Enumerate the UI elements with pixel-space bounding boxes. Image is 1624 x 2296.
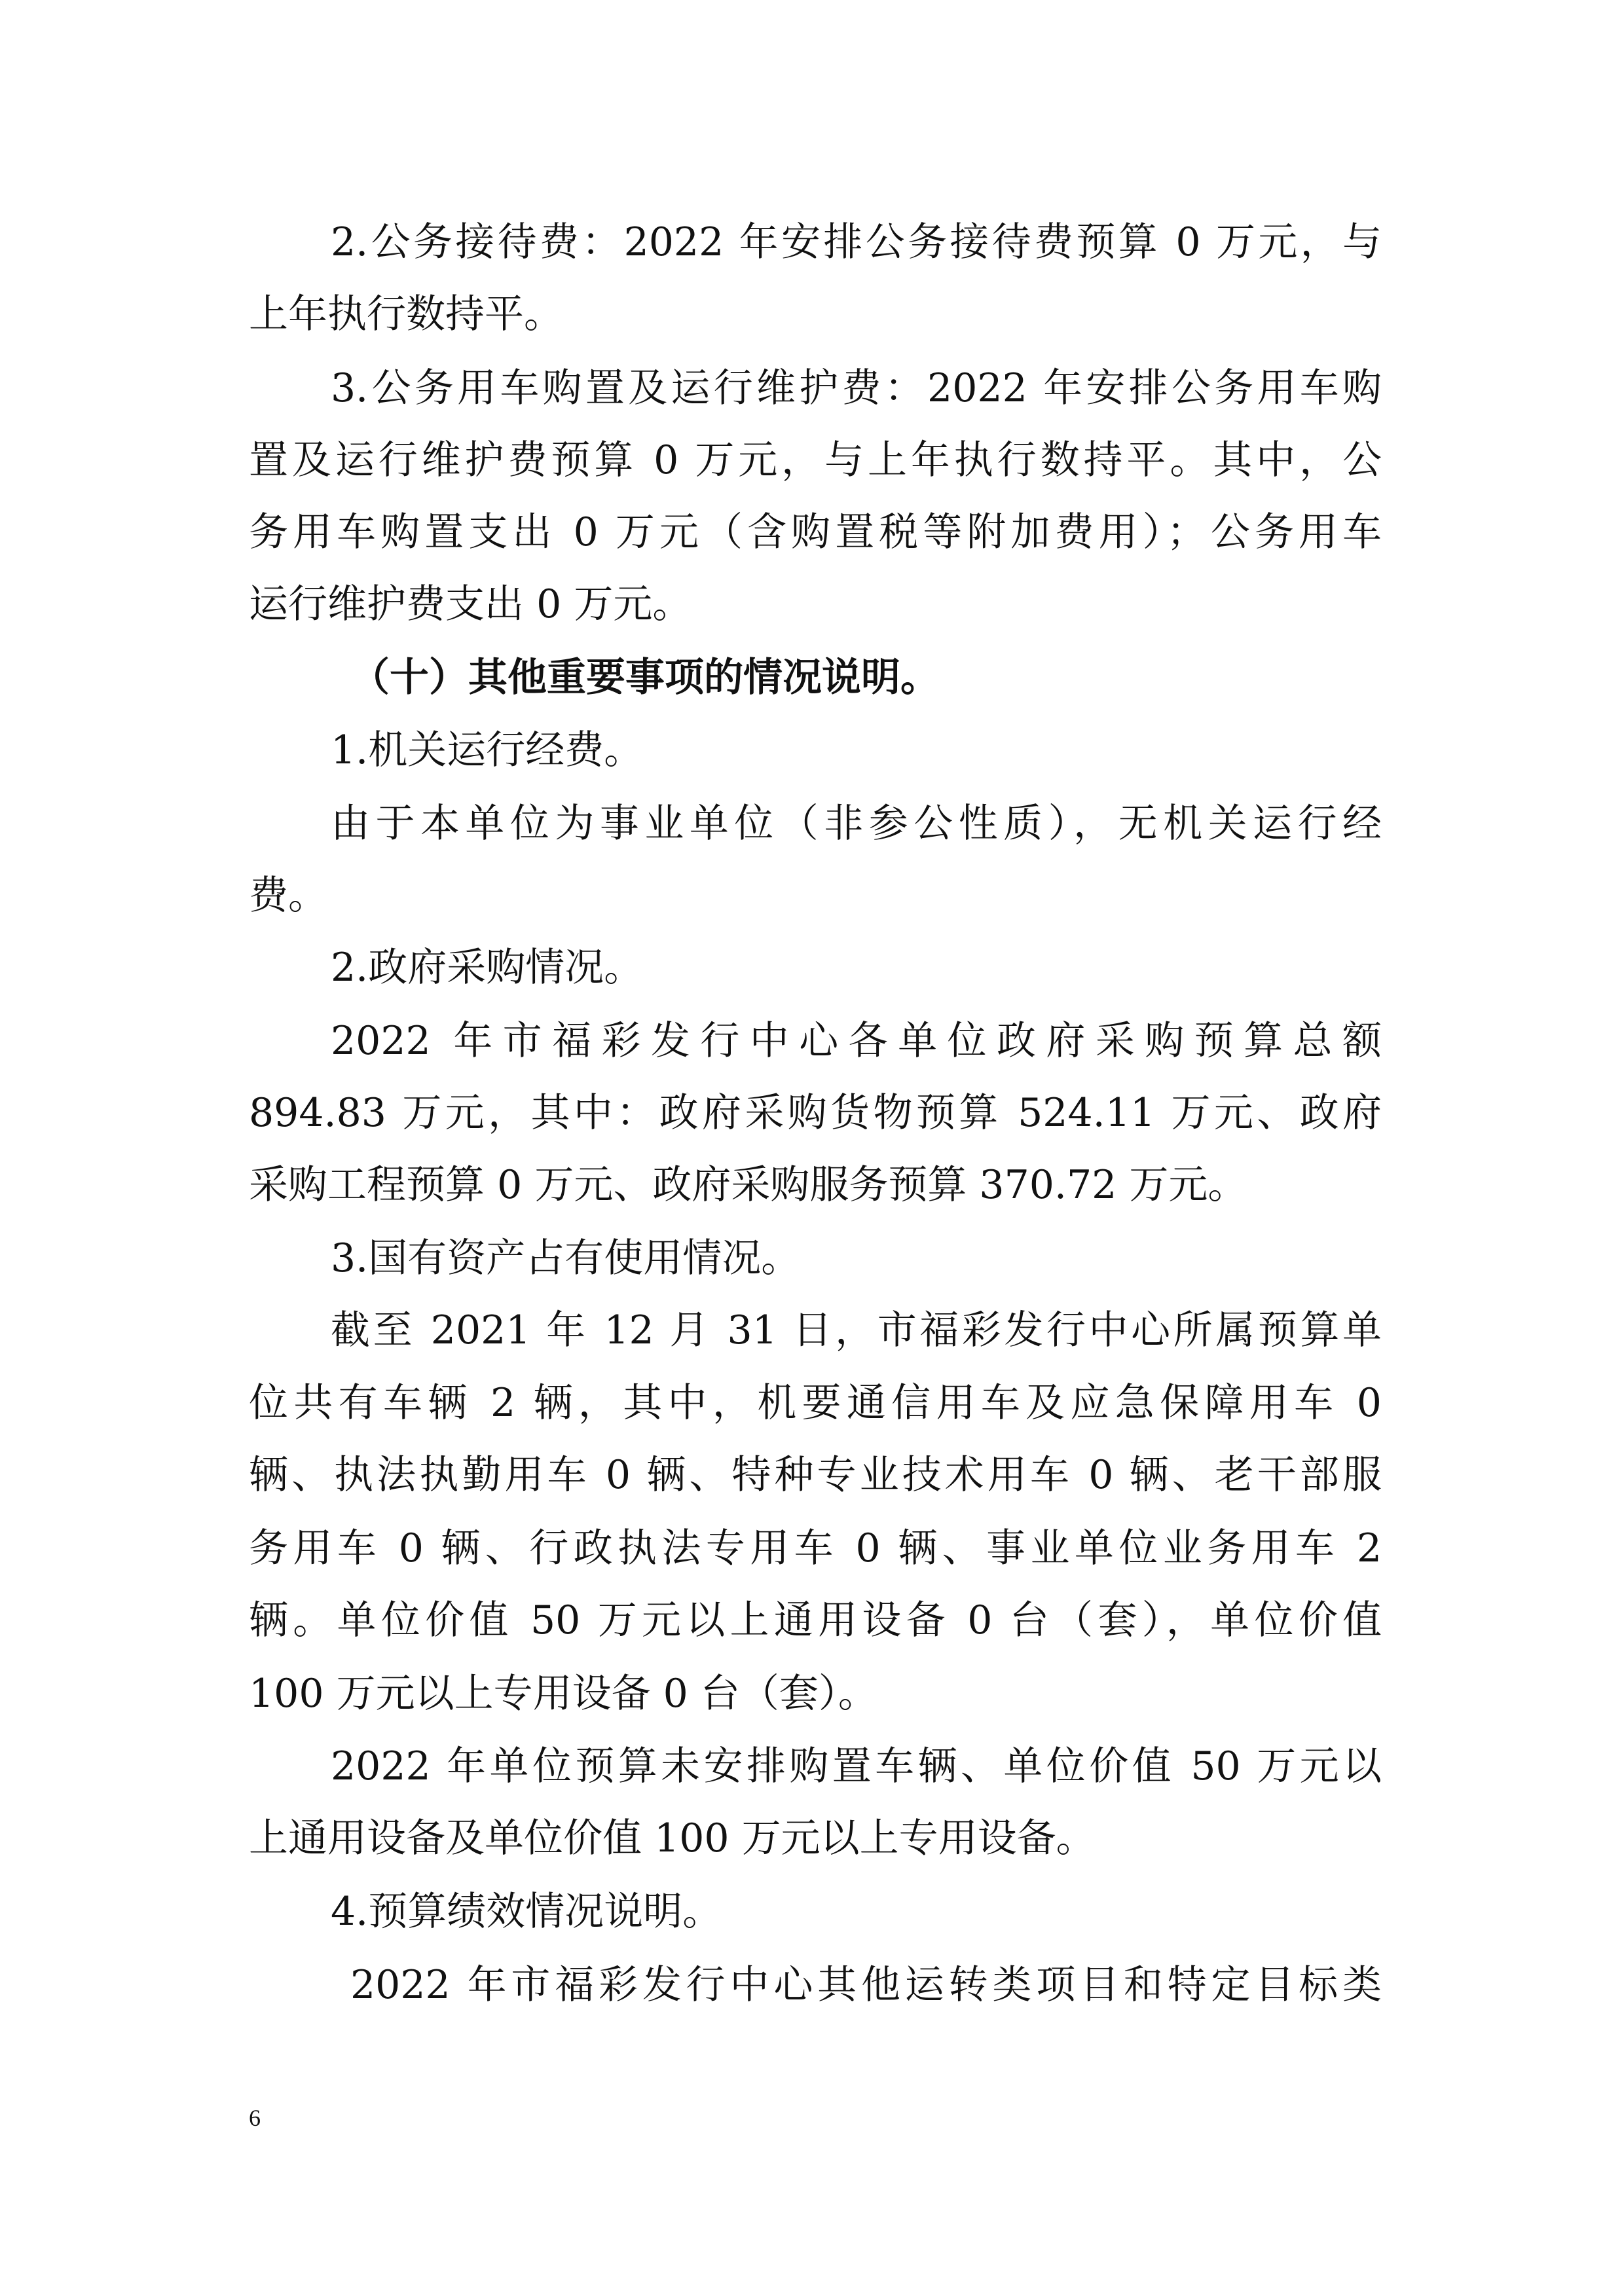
paragraph-vehicle-fee-line-3: 务用车购置支出 0 万元（含购置税等附加费用）；公务用车 — [249, 509, 1382, 555]
paragraph-assets-line-1: 截至 2021 年 12 月 31 日，市福彩发行中心所属预算单 — [331, 1307, 1382, 1353]
paragraph-hospitality-fee-line-1: 2.公务接待费：2022 年安排公务接待费预算 0 万元，与 — [331, 219, 1382, 265]
subheading-government-procurement: 2.政府采购情况。 — [331, 945, 644, 991]
subheading-performance: 4.预算绩效情况说明。 — [331, 1889, 722, 1935]
paragraph-purchase-plan-line-2: 上通用设备及单位价值 100 万元以上专用设备。 — [249, 1815, 1096, 1861]
paragraph-vehicle-fee-line-4: 运行维护费支出 0 万元。 — [249, 581, 692, 627]
paragraph-performance-line-1: 2022 年市福彩发行中心其他运转类项目和特定目标类 — [350, 1962, 1382, 2008]
subheading-operating-expenses: 1.机关运行经费。 — [331, 727, 644, 773]
paragraph-assets-line-2: 位共有车辆 2 辆，其中，机要通信用车及应急保障用车 0 — [249, 1380, 1382, 1426]
paragraph-assets-line-3: 辆、执法执勤用车 0 辆、特种专业技术用车 0 辆、老干部服 — [249, 1452, 1382, 1498]
section-heading-other-matters: （十）其他重要事项的情况说明。 — [350, 655, 940, 701]
paragraph-assets-line-6: 100 万元以上专用设备 0 台（套）。 — [249, 1671, 877, 1717]
paragraph-assets-line-4: 务用车 0 辆、行政执法专用车 0 辆、事业单位业务用车 2 — [249, 1525, 1382, 1571]
paragraph-hospitality-fee-line-2: 上年执行数持平。 — [249, 291, 563, 337]
paragraph-vehicle-fee-line-2: 置及运行维护费预算 0 万元，与上年执行数持平。其中，公 — [249, 437, 1382, 483]
paragraph-assets-line-5: 辆。单位价值 50 万元以上通用设备 0 台（套），单位价值 — [249, 1597, 1382, 1643]
page-number: 6 — [249, 2105, 261, 2131]
paragraph-operating-expenses-line-2: 费。 — [249, 873, 327, 919]
paragraph-procurement-line-1: 2022 年市福彩发行中心各单位政府采购预算总额 — [331, 1018, 1382, 1064]
paragraph-purchase-plan-line-1: 2022 年单位预算未安排购置车辆、单位价值 50 万元以 — [331, 1743, 1382, 1789]
paragraph-operating-expenses-line-1: 由于本单位为事业单位（非参公性质），无机关运行经 — [331, 801, 1382, 847]
paragraph-vehicle-fee-line-1: 3.公务用车购置及运行维护费：2022 年安排公务用车购 — [331, 365, 1382, 411]
paragraph-procurement-line-3: 采购工程预算 0 万元、政府采购服务预算 370.72 万元。 — [249, 1162, 1247, 1208]
subheading-state-assets: 3.国有资产占有使用情况。 — [331, 1235, 801, 1281]
paragraph-procurement-line-2: 894.83 万元，其中：政府采购货物预算 524.11 万元、政府 — [249, 1090, 1382, 1136]
